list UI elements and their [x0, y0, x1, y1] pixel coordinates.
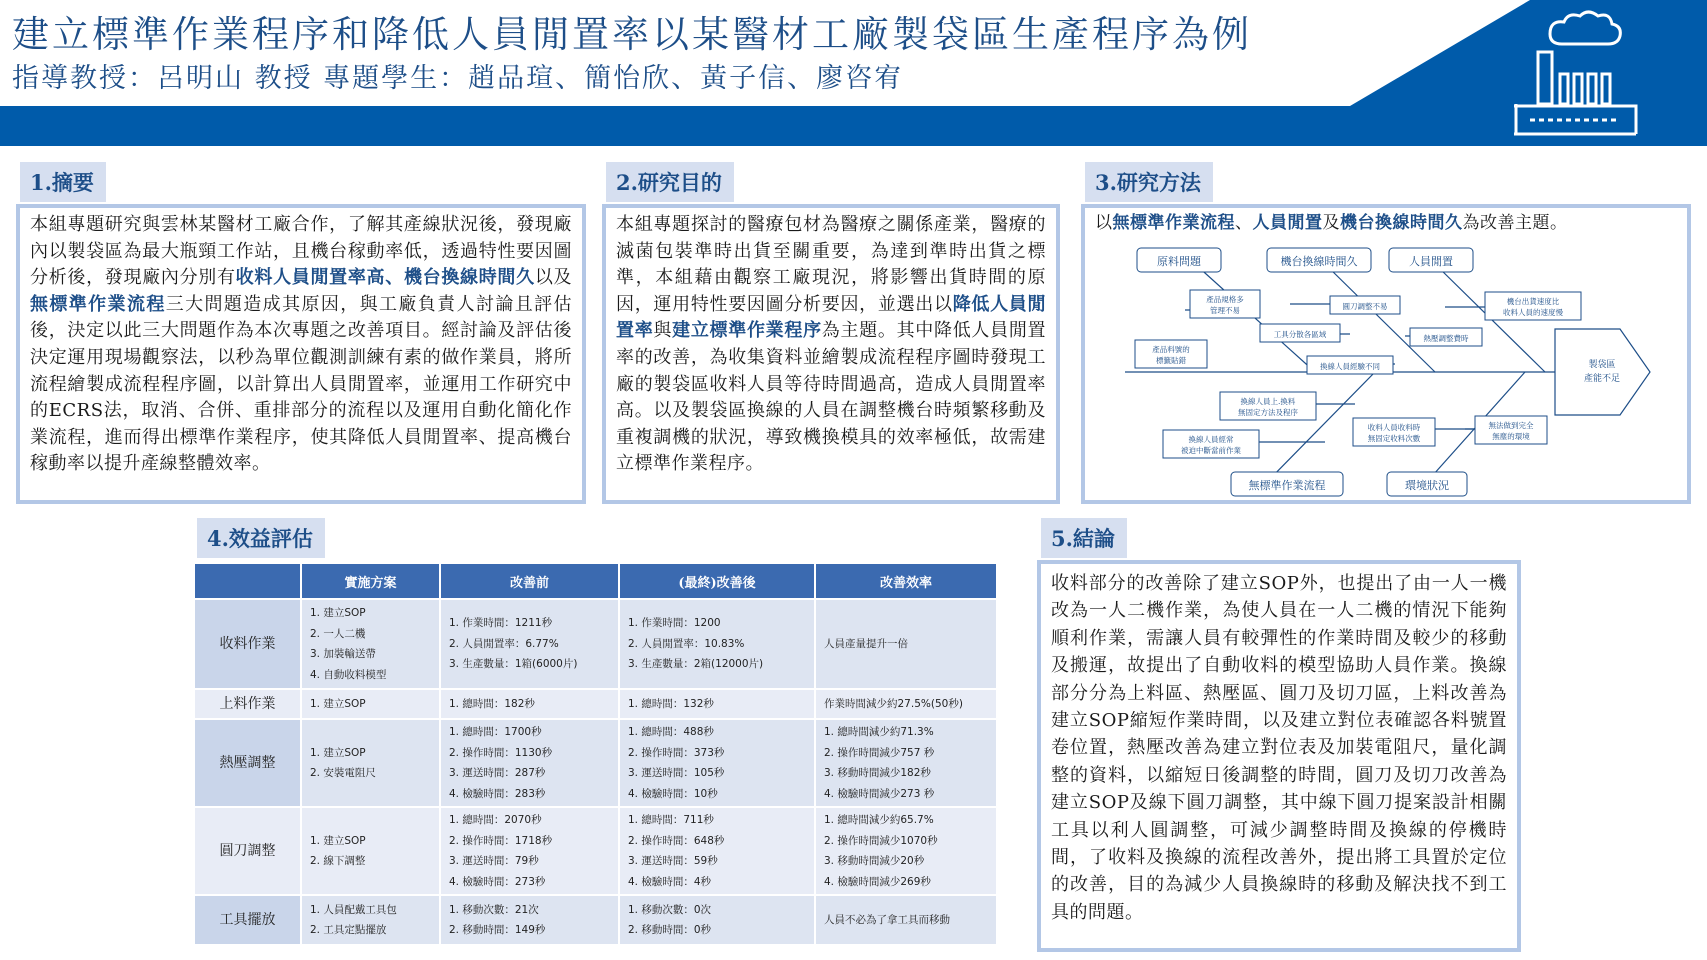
fishbone-category-material	[1137, 248, 1221, 272]
table-cell-line: 1. 總時間：132秒	[628, 697, 714, 710]
fishbone-cause-8-line-2: 無固定方法及程序	[1238, 408, 1298, 417]
table-row	[194, 895, 997, 945]
table-cell-line: 2. 移動時間：0秒	[628, 924, 712, 936]
fishbone-cause-1-line-2: 管理不易	[1210, 306, 1240, 315]
table-row	[194, 599, 997, 689]
method-p2: 為改善主題。	[1462, 213, 1568, 233]
table-row-label: 工具擺放	[194, 895, 301, 945]
fishbone-head-line-1: 製袋區	[1588, 360, 1616, 370]
table-cell-line: 2. 人員閒置率：10.83%	[628, 637, 745, 650]
table-cell-line: 2. 操作時間：373秒	[628, 746, 725, 759]
table-cell-line: 4. 檢驗時間：10秒	[628, 787, 718, 800]
table-cell-line: 2. 人員閒置率：6.77%	[449, 637, 559, 650]
abstract-p2: 三大問題造成其原因，與工廠負責人討論且評估後，決定以此三大問題作為本次專題之改善項目。經討論及評估後決定運用現場觀察法，以秒為單位觀測訓練有素的做作業員，將所流程繪製成流程程序圖，以計算出人員閒置率，並運用工作研究中的ECRS法，取消、合併、重排部分的流程以及運用自動化簡化作業流程，進而得出標準作業程序，使其降低人員閒置率、提高機台稼動率以提升產線整體效率。	[30, 293, 573, 475]
fishbone-cause-8	[1220, 392, 1316, 420]
table-cell-after	[619, 719, 815, 807]
abstract-text	[20, 208, 582, 478]
table-cell-line: 3. 運送時間：59秒	[628, 855, 718, 867]
table-cell-line: 4. 檢驗時間減少273 秒	[824, 787, 935, 800]
fishbone-cause-5-line-1: 熱壓調整費時	[1423, 334, 1469, 343]
section-purpose-label: 2.研究目的	[606, 162, 734, 202]
fishbone-cause-1	[1190, 290, 1260, 318]
table-cell-line: 2. 一人二機	[310, 627, 366, 640]
table-cell-line: 3. 生產數量：1箱(6000片)	[449, 658, 578, 671]
method-p1: 以	[1095, 213, 1113, 233]
method-highlight-3: 機台換線時間久	[1340, 213, 1463, 233]
table-cell-line: 4. 檢驗時間：273秒	[449, 875, 546, 888]
benefit-table	[193, 562, 998, 946]
table-cell-line: 2. 操作時間：1718秒	[449, 834, 553, 847]
fishbone-category-changeover-label: 機台換線時間久	[1280, 255, 1358, 268]
section-benefit-label: 4.效益評估	[197, 518, 325, 558]
method-highlight-2: 人員閒置	[1252, 213, 1323, 233]
purpose-sep-1: 與	[653, 320, 673, 342]
fishbone-cause-4	[1485, 292, 1581, 320]
table-cell-line: 人員不必為了拿工具而移動	[824, 913, 950, 926]
table-cell-efficiency	[815, 807, 997, 895]
table-cell-line: 1. 建立SOP	[310, 834, 366, 847]
table-cell-line: 3. 生產數量：2箱(12000片)	[628, 658, 764, 671]
section-conclusion-box	[1037, 560, 1521, 952]
fishbone-cause-3	[1330, 296, 1400, 314]
table-cell-efficiency	[815, 895, 997, 945]
fishbone-category-environment	[1387, 472, 1467, 496]
table-row	[194, 719, 997, 807]
conclusion-text: 收料部分的改善除了建立SOP外，也提出了由一人一機改為一人二機作業，為使人員在一人二機的情況下能夠順利作業，需讓人員有較彈性的作業時間及較少的移動及搬運，故提出了自動收料的模型協助人員作業。換線部分分為上料區、熱壓區、圓刀及切刀區，上料改善為建立SOP縮短作業時間，以及建立對位表確認各料號置卷位置，熱壓改善為建立對位表及加裝電阻尺，量化調整的資料，以縮短日後調整的時間，圓刀及切刀改善為建立SOP及線下圓刀調整，其中線下圓刀提案設計相關工具以利人圓調整，可減少調整時間及換線的停機時間，了收料及換線的流程改善外，提出將工具置於定位的改善，目的為減少人員換線時的移動及解決找不到工具的問題。	[1051, 573, 1507, 923]
table-cell-efficiency	[815, 719, 997, 807]
table-cell-line: 2. 工具定點擺放	[310, 924, 387, 936]
table-cell-plan	[301, 895, 440, 945]
table-row-label: 收料作業	[194, 599, 301, 689]
table-header-efficiency: 改善效率	[815, 563, 997, 599]
table-cell-line: 1. 總時間：1700秒	[449, 726, 542, 738]
table-cell-line: 2. 操作時間：648秒	[628, 834, 725, 847]
table-cell-line: 1. 建立SOP	[310, 697, 366, 710]
table-cell-before	[440, 895, 619, 945]
table-cell-line: 2. 操作時間減少1070秒	[824, 834, 938, 847]
fishbone-cause-7-line-1: 換線人員經驗不同	[1320, 362, 1380, 371]
method-sep-1: 、	[1235, 213, 1253, 233]
table-cell-line: 4. 檢驗時間：283秒	[449, 787, 546, 800]
table-row-label: 圓刀調整	[194, 807, 301, 895]
fishbone-cause-2-line-1: 工具分散各區域	[1273, 330, 1327, 339]
table-corner	[194, 563, 301, 599]
header-banner	[0, 0, 1707, 146]
fishbone-cause-4-line-2: 收料人員的速度慢	[1503, 308, 1563, 317]
table-cell-line: 1. 總時間：711秒	[628, 814, 714, 826]
table-cell-efficiency	[815, 689, 997, 719]
table-cell-before	[440, 599, 619, 689]
table-cell-after	[619, 895, 815, 945]
abstract-highlight-2: 機台換線時間久	[403, 267, 535, 289]
table-cell-plan	[301, 807, 440, 895]
fishbone-category-material-label: 原料問題	[1157, 255, 1201, 268]
table-cell-line: 2. 操作時間：1130秒	[449, 746, 553, 759]
table-cell-line: 人員產量提升一倍	[824, 637, 908, 650]
table-cell-line: 1. 作業時間：1211秒	[449, 617, 553, 630]
table-cell-plan	[301, 719, 440, 807]
method-sep-2: 及	[1322, 213, 1340, 233]
table-cell-line: 1. 作業時間：1200	[628, 617, 721, 630]
section-abstract-box	[16, 204, 586, 504]
fishbone-cause-4-line-1: 機台出貨速度比	[1506, 297, 1560, 306]
fishbone-cause-6-line-1: 產品料號的	[1152, 345, 1190, 354]
fishbone-diagram	[1085, 244, 1687, 500]
table-cell-line: 1. 總時間減少約71.3%	[824, 726, 934, 738]
table-row-label: 熱壓調整	[194, 719, 301, 807]
abstract-p1: 本組專題研究與雲林某醫材工廠合作，了解其產線狀況後，發現廠內以製袋區為最大瓶頸工作站，且機台稼動率低，透過特性要因圖分析後，發現廠內分別有	[30, 214, 572, 289]
table-cell-after	[619, 807, 815, 895]
fishbone-cause-11-line-1: 無法做到完全	[1488, 421, 1534, 430]
table-cell-line: 2. 操作時間減少757 秒	[824, 746, 935, 759]
fishbone-category-idle-label: 人員閒置	[1409, 255, 1453, 268]
purpose-text	[606, 208, 1056, 478]
fishbone-cause-8-line-1: 換線人員上.換料	[1240, 397, 1296, 406]
fishbone-cause-11	[1475, 416, 1547, 444]
fishbone-category-environment-label: 環境狀況	[1405, 479, 1449, 492]
section-abstract-label: 1.摘要	[20, 162, 106, 202]
method-highlight-1: 無標準作業流程	[1112, 213, 1235, 233]
table-cell-line: 1. 總時間減少約65.7%	[824, 814, 934, 826]
method-text	[1085, 208, 1687, 237]
table-cell-line: 1. 建立SOP	[310, 746, 366, 759]
section-purpose-box	[602, 204, 1060, 504]
table-cell-plan	[301, 599, 440, 689]
table-cell-line: 2. 線下調整	[310, 855, 366, 867]
fishbone-cause-9-line-2: 被迫中斷當前作業	[1181, 446, 1241, 455]
table-cell-line: 1. 總時間：488秒	[628, 726, 714, 738]
page-title: 建立標準作業程序和降低人員閒置率以某醫材工廠製袋區生產程序為例	[12, 13, 1252, 56]
fishbone-cause-7	[1307, 356, 1393, 374]
table-cell-line: 3. 運送時間：105秒	[628, 767, 725, 779]
table-cell-line: 1. 建立SOP	[310, 607, 366, 619]
section-method-label: 3.研究方法	[1085, 162, 1213, 202]
table-row-label: 上料作業	[194, 689, 301, 719]
table-cell-line: 作業時間減少約27.5%(50秒)	[824, 697, 963, 710]
table-cell-efficiency	[815, 599, 997, 689]
purpose-p2: 為主題。其中降低人員閒置率的改善，為收集資料並繪製成流程程序圖時發現工廠的製袋區收料人員等待時間過高，造成人員閒置率高。以及製袋區換線的人員在調整機台時頻繁移動及重複調機的狀況，導致機換模具的效率極低，故需建立標準作業程序。	[616, 320, 1047, 475]
table-cell-line: 3. 運送時間：79秒	[449, 855, 539, 867]
table-header-plan: 實施方案	[301, 563, 440, 599]
table-row	[194, 689, 997, 719]
table-cell-after	[619, 599, 815, 689]
purpose-highlight-1: 降低人員閒置率	[616, 293, 1047, 342]
abstract-highlight-3: 無標準作業流程	[30, 293, 166, 315]
table-cell-before	[440, 689, 619, 719]
page-subtitle: 指導教授：呂明山 教授 專題學生：趙品瑄、簡怡欣、黃子信、廖咨宥	[12, 63, 904, 94]
fishbone-category-no-sop-label: 無標準作業流程	[1248, 479, 1326, 492]
table-cell-plan	[301, 689, 440, 719]
table-cell-line: 2. 移動時間：149秒	[449, 924, 546, 936]
purpose-highlight-2: 建立標準作業程序	[672, 320, 822, 342]
section-conclusion-label: 5.結論	[1041, 518, 1127, 558]
table-header-before: 改善前	[440, 563, 619, 599]
table-header-after: (最終)改善後	[619, 563, 815, 599]
table-cell-line: 3. 加裝輸送帶	[310, 648, 376, 660]
table-cell-line: 4. 檢驗時間：4秒	[628, 875, 712, 888]
table-cell-before	[440, 807, 619, 895]
table-cell-line: 4. 自動收料模型	[310, 668, 387, 681]
fishbone-cause-6-line-2: 標籤貼錯	[1156, 356, 1186, 365]
fishbone-cause-5	[1410, 328, 1482, 346]
section-method-box	[1081, 204, 1691, 504]
table-cell-line: 4. 檢驗時間減少269秒	[824, 875, 931, 888]
table-cell-after	[619, 689, 815, 719]
factory-icon	[1510, 8, 1640, 136]
table-cell-before	[440, 719, 619, 807]
fishbone-category-changeover	[1267, 248, 1371, 272]
abstract-sep-1: 、	[385, 267, 404, 289]
abstract-sep-2: 以及	[534, 267, 573, 289]
fishbone-cause-2	[1260, 324, 1340, 342]
fishbone-head-line-2: 產能不足	[1583, 374, 1621, 384]
table-row	[194, 807, 997, 895]
fishbone-cause-10-line-1: 收料人員收料時	[1367, 423, 1421, 432]
table-cell-line: 3. 移動時間減少182秒	[824, 767, 931, 779]
fishbone-cause-9	[1163, 430, 1259, 458]
fishbone-cause-3-line-1: 圓刀調整不易	[1342, 302, 1388, 311]
fishbone-category-idle	[1389, 248, 1473, 272]
table-cell-line: 3. 運送時間：287秒	[449, 767, 546, 779]
fishbone-cause-11-line-2: 無塵的環境	[1492, 432, 1530, 441]
abstract-highlight-1: 收料人員閒置率高	[235, 267, 386, 289]
table-cell-line: 1. 人員配戴工具包	[310, 903, 397, 916]
table-cell-line: 1. 總時間：182秒	[449, 697, 535, 710]
fishbone-cause-9-line-1: 換線人員經常	[1188, 435, 1234, 444]
purpose-p1: 本組專題探討的醫療包材為醫療之關係產業，醫療的滅菌包裝準時出貨至關重要，為達到準時出貨之標準，本組藉由觀察工廠現況，將影響出貨時間的原因，運用特性要因圖分析要因，並選出以	[616, 214, 1046, 315]
fishbone-cause-1-line-1: 產品規格多	[1206, 295, 1244, 304]
fishbone-cause-10-line-2: 無固定收料次數	[1367, 434, 1421, 443]
table-cell-line: 2. 安裝電阻尺	[310, 767, 376, 779]
fishbone-cause-10	[1353, 418, 1435, 446]
table-cell-line: 1. 移動次數：0次	[628, 903, 712, 916]
fishbone-category-no-sop	[1231, 472, 1343, 496]
table-cell-line: 1. 總時間：2070秒	[449, 814, 542, 826]
table-cell-line: 1. 移動次數：21次	[449, 903, 539, 916]
fishbone-cause-6	[1135, 340, 1207, 368]
table-header-row	[194, 563, 997, 599]
table-cell-line: 3. 移動時間減少20秒	[824, 855, 925, 867]
